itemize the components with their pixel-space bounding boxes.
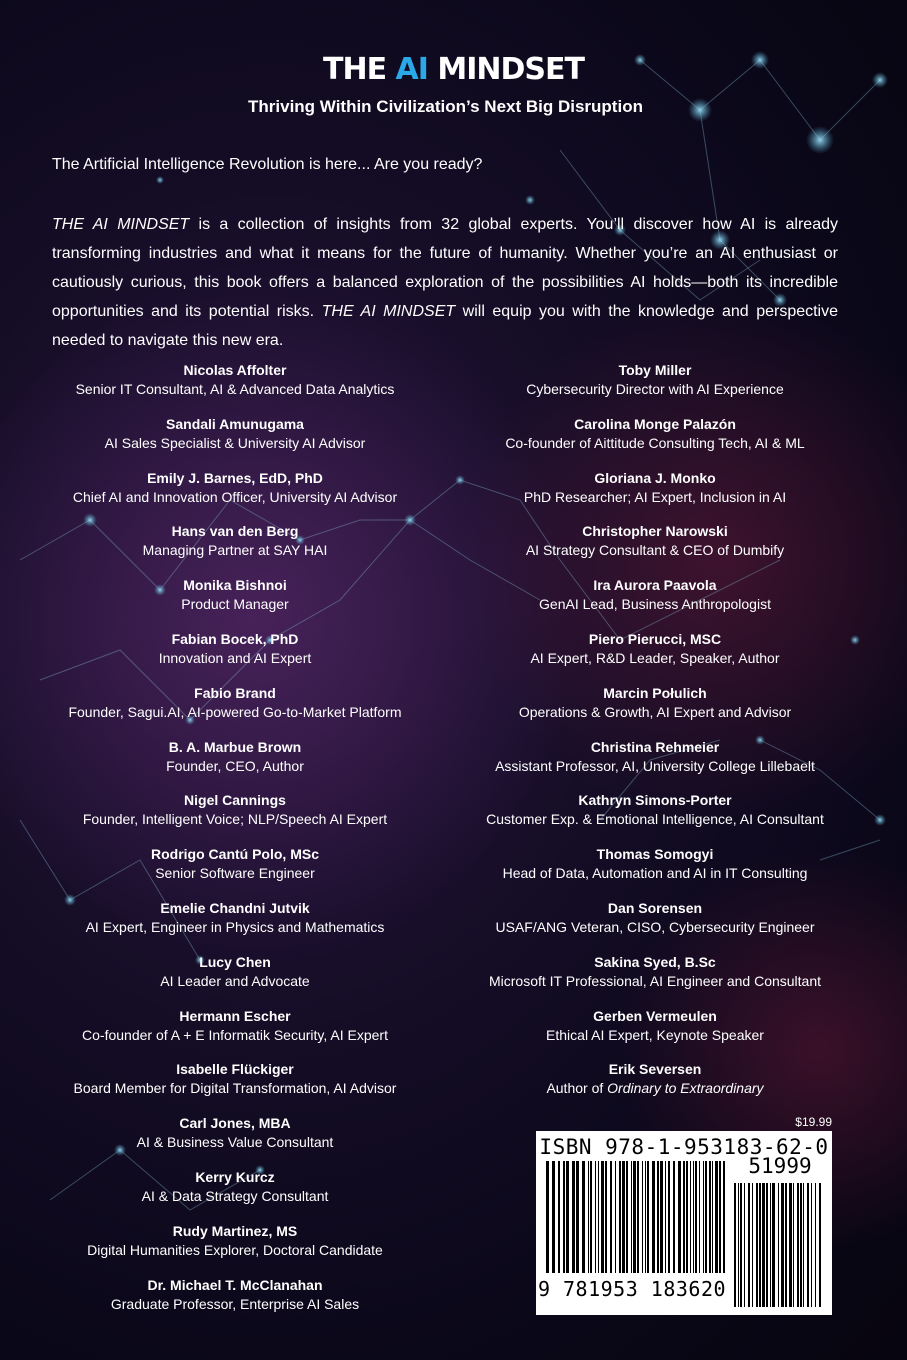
contributor-name: Nicolas Affolter [183, 362, 287, 378]
barcode-bar [619, 1161, 621, 1273]
description-book-title: THE AI MINDSET [52, 216, 190, 233]
contributor-entry [52, 523, 418, 577]
contributor-role: Digital Humanities Explorer, Doctoral Candidate [87, 1241, 383, 1258]
contributor-name: Piero Pierucci, MSC [588, 630, 722, 647]
contributor-entry [474, 416, 836, 470]
contributor-name: Rudy Martinez, MS [172, 1222, 298, 1239]
barcode-bar [766, 1183, 768, 1307]
barcode-bar [642, 1161, 643, 1273]
barcode-bar [803, 1183, 804, 1307]
contributor-entry [52, 846, 418, 900]
barcode-bar [719, 1161, 721, 1273]
contributor-role: Board Member for Digital Transformation, AI Advisor [73, 1080, 397, 1097]
contributor-entry [52, 685, 418, 739]
barcode-bar [605, 1161, 607, 1273]
contributor-entry [52, 1061, 418, 1115]
barcode-bar [815, 1183, 816, 1307]
contributor-entry [52, 416, 418, 470]
contributor-role: Founder, Sagui.AI, AI-powered Go-to-Market Platform [68, 703, 402, 720]
contributor-name: Thomas Somogyi [596, 846, 714, 863]
contributor-entry [52, 739, 418, 793]
contributor-name: Ira Aurora Paavola [593, 577, 717, 594]
barcode-bar [800, 1183, 802, 1307]
contributor-name: Lucy Chen [199, 953, 271, 970]
contributor-name: Erik Seversen [608, 1061, 702, 1078]
barcode-bar [572, 1161, 575, 1273]
barcode-bar [759, 1183, 761, 1307]
contributor-role: Ethical AI Expert, Keynote Speaker [546, 1026, 764, 1043]
contributor-entry [52, 1008, 418, 1062]
barcode-bar [610, 1161, 612, 1273]
contributor-role: PhD Researcher; AI Expert, Inclusion in AI [523, 488, 787, 505]
contributor-role: Customer Exp. & Emotional Intelligence, AI Consultant [486, 811, 824, 828]
barcode-bar [819, 1183, 821, 1307]
contributor-name: Gloriana J. Monko [594, 469, 716, 486]
contributors-right-column [474, 362, 836, 1115]
barcode-bar [785, 1183, 787, 1307]
contributor-entry [474, 1061, 836, 1115]
contributor-name: Christina Rehmeier [590, 738, 720, 755]
contributor-name: Hermann Escher [179, 1007, 291, 1024]
contributor-name: Sandali Amunugama [166, 415, 304, 432]
contributor-name: Emily J. Barnes, EdD, PhD [147, 469, 323, 486]
barcode-bar [626, 1161, 628, 1273]
barcode-bar [660, 1161, 663, 1273]
barcode-number: 9 781953 183620 [537, 1277, 727, 1301]
barcode-bar [598, 1161, 599, 1273]
barcode-main [546, 1161, 726, 1273]
contributor-role: Co-founder of A + E Informatik Security, AI Expert [82, 1026, 388, 1043]
barcode-bar [695, 1161, 697, 1273]
barcode-bar [712, 1161, 713, 1273]
contributor-entry [52, 1169, 418, 1223]
book-description: THE AI MINDSET is a collection of insights from 32 global experts. You’ll discover how AI is already transforming industries and what it means for the future of humanity. Whether you’re an AI enthusiast or cautiously curious, this book offers a balanced exploration of the possibilities AI holds—both its incredible opportunities and its potential risks. THE AI MINDSET will equip you with the knowledge and perspective needed to navigate this new era. [52, 216, 839, 349]
contributor-name: Hans van den Berg [171, 523, 299, 540]
barcode-bar [699, 1161, 700, 1273]
barcode-bar [595, 1161, 596, 1273]
barcode-box [536, 1131, 832, 1315]
barcode-bar [686, 1161, 688, 1273]
barcode-bar [673, 1161, 675, 1273]
barcode-bar [615, 1161, 616, 1273]
contributor-role: AI Strategy Consultant & CEO of Dumbify [525, 542, 785, 559]
contributor-role: Cybersecurity Director with AI Experience [526, 381, 784, 397]
contributor-name: Monika Bishnoi [183, 577, 287, 594]
contributor-entry [474, 846, 836, 900]
contributor-entry [474, 954, 836, 1008]
barcode-bar [546, 1161, 549, 1273]
barcode-bar [637, 1161, 639, 1273]
barcode-bar [631, 1161, 632, 1273]
contributor-entry [52, 792, 418, 846]
contributor-role: Graduate Professor, Enterprise AI Sales [110, 1295, 360, 1312]
contributor-role: AI Leader and Advocate [160, 972, 310, 989]
barcode-bar [778, 1183, 779, 1307]
barcode-bar [715, 1161, 718, 1273]
contributor-role: AI Expert, R&D Leader, Speaker, Author [530, 649, 780, 666]
contributor-name: B. A. Marbue Brown [168, 738, 302, 755]
barcode-addon [734, 1183, 824, 1307]
contributor-role: Chief AI and Innovation Officer, University AI Advisor [72, 488, 398, 505]
barcode-bar [652, 1161, 655, 1273]
barcode-bar [633, 1161, 636, 1273]
barcode-bar [558, 1161, 560, 1273]
price-label: $19.99 [795, 1115, 832, 1129]
price-code: 51999 [748, 1154, 812, 1178]
contributor-name: Emelie Chandni Jutvik [160, 899, 310, 916]
contributor-entry [52, 1115, 418, 1169]
barcode-bar [588, 1161, 589, 1273]
barcode-bar [762, 1183, 765, 1307]
barcode-bar [811, 1183, 812, 1307]
contributor-name: Kathryn Simons-Porter [578, 792, 732, 809]
contributor-role: Head of Data, Automation and AI in IT Consulting [502, 865, 808, 882]
barcode-bar [793, 1183, 794, 1307]
contributor-entry [52, 577, 418, 631]
barcode-bar [781, 1183, 784, 1307]
contributor-role: Product Manager [181, 596, 289, 613]
barcode-bar [576, 1161, 579, 1273]
barcode-bar [770, 1183, 771, 1307]
barcode-bar [678, 1161, 681, 1273]
barcode-bar [756, 1183, 758, 1307]
barcode-bar [622, 1161, 625, 1273]
contributor-name: Kerry Kurcz [195, 1168, 275, 1185]
contributor-name: Toby Miller [618, 362, 692, 378]
intro-line: The Artificial Intelligence Revolution is here... Are you ready? [52, 156, 483, 173]
contributor-role: Assistant Professor, AI, University College Lillebaelt [495, 757, 815, 774]
contributor-role: Microsoft IT Professional, AI Engineer and Consultant [488, 972, 822, 989]
contributor-name: Rodrigo Cantú Polo, MSc [151, 846, 319, 863]
contributor-entry [474, 362, 836, 416]
isbn-text: ISBN 978-1-953183-62-0 [539, 1135, 829, 1159]
barcode-bar [645, 1161, 646, 1273]
barcode-bar [772, 1183, 775, 1307]
contributor-entry [474, 900, 836, 954]
contributor-role: AI Expert, Engineer in Physics and Mathematics [85, 918, 385, 935]
contributor-name: Dr. Michael T. McClanahan [147, 1276, 323, 1293]
description-book-title-2: THE AI MINDSET [321, 303, 456, 320]
contributor-role: USAF/ANG Veteran, CISO, Cybersecurity Engineer [495, 918, 815, 935]
contributor-entry [474, 685, 836, 739]
contributor-name: Marcin Połulich [603, 684, 707, 701]
contributors-left-column [52, 362, 418, 1330]
barcode-bar [723, 1161, 725, 1273]
contributor-entry [52, 470, 418, 524]
barcode-bar [703, 1161, 704, 1273]
barcode-bar [752, 1183, 753, 1307]
barcode-bar [797, 1183, 799, 1307]
contributor-role: Senior IT Consultant, AI & Advanced Data Analytics [75, 381, 395, 397]
contributor-entry [52, 1223, 418, 1277]
barcode-bar [590, 1161, 592, 1273]
contributor-entry [474, 1008, 836, 1062]
contributor-entry [52, 900, 418, 954]
barcode-bar [740, 1183, 742, 1307]
contributor-entry [474, 470, 836, 524]
contributor-entry [474, 792, 836, 846]
barcode-bar [734, 1183, 736, 1307]
barcode-bar [647, 1161, 649, 1273]
book-title: THE AI MINDSET [323, 52, 584, 87]
barcode-bar [744, 1183, 745, 1307]
contributor-entry [52, 362, 418, 416]
contributor-name: Carl Jones, MBA [179, 1115, 291, 1132]
contributor-name: Gerben Vermeulen [593, 1007, 717, 1024]
contributor-name: Sakina Syed, B.Sc [594, 953, 716, 970]
barcode-bar [693, 1161, 694, 1273]
contributor-entry [474, 523, 836, 577]
contributor-role: GenAI Lead, Business Anthropologist [539, 596, 771, 613]
contributor-role: AI & Data Strategy Consultant [141, 1187, 329, 1204]
contributor-entry [474, 577, 836, 631]
barcode-bar [690, 1161, 691, 1273]
contributor-role: Co-founder of Aittitude Consulting Tech, AI & ML [505, 434, 805, 451]
book-subtitle: Thriving Within Civilization’s Next Big Disruption [248, 97, 643, 116]
barcode-bar [807, 1183, 809, 1307]
title-accent: AI [395, 52, 428, 87]
barcode-bar [665, 1161, 666, 1273]
contributor-role: AI Sales Specialist & University AI Advisor [104, 434, 366, 451]
barcode-bar [563, 1161, 565, 1273]
barcode-bar [709, 1161, 711, 1273]
contributor-entry [52, 631, 418, 685]
contributor-name: Nigel Cannings [184, 792, 286, 809]
contributor-name: Fabian Bocek, PhD [171, 630, 299, 647]
barcode-bar [668, 1161, 670, 1273]
contributor-entry [52, 954, 418, 1008]
barcode-bar [601, 1161, 604, 1273]
contributor-entry [474, 631, 836, 685]
contributor-name: Christopher Narowski [582, 523, 728, 540]
barcode-bar [582, 1161, 585, 1273]
contributor-name: Isabelle Flückiger [176, 1061, 294, 1078]
contributor-role: Operations & Growth, AI Expert and Advisor [518, 703, 792, 720]
contributor-name: Dan Sorensen [607, 899, 703, 916]
barcode-bar [705, 1161, 707, 1273]
barcode-bar [748, 1183, 750, 1307]
contributor-role: AI & Business Value Consultant [136, 1134, 334, 1151]
contributor-role: Founder, Intelligent Voice; NLP/Speech AI Expert [82, 811, 388, 828]
contributor-name: Fabio Brand [194, 684, 276, 701]
barcode-bar [683, 1161, 685, 1273]
barcode-bar [738, 1183, 739, 1307]
barcode-bar [566, 1161, 569, 1273]
contributor-role: Founder, CEO, Author [166, 757, 304, 774]
barcode-bar [789, 1183, 792, 1307]
contributor-name: Carolina Monge Palazón [574, 415, 736, 432]
contributor-role: Senior Software Engineer [155, 865, 315, 882]
contributor-role: Author of Ordinary to Extraordinary [546, 1080, 764, 1097]
contributor-role: Innovation and AI Expert [158, 649, 312, 666]
barcode-bar [657, 1161, 659, 1273]
contributor-entry [52, 1277, 418, 1331]
contributor-entry [474, 739, 836, 793]
barcode-bar [552, 1161, 555, 1273]
contributor-role: Managing Partner at SAY HAI [142, 542, 328, 559]
contributor-role-book-title: Ordinary to Extraordinary [607, 1080, 764, 1097]
